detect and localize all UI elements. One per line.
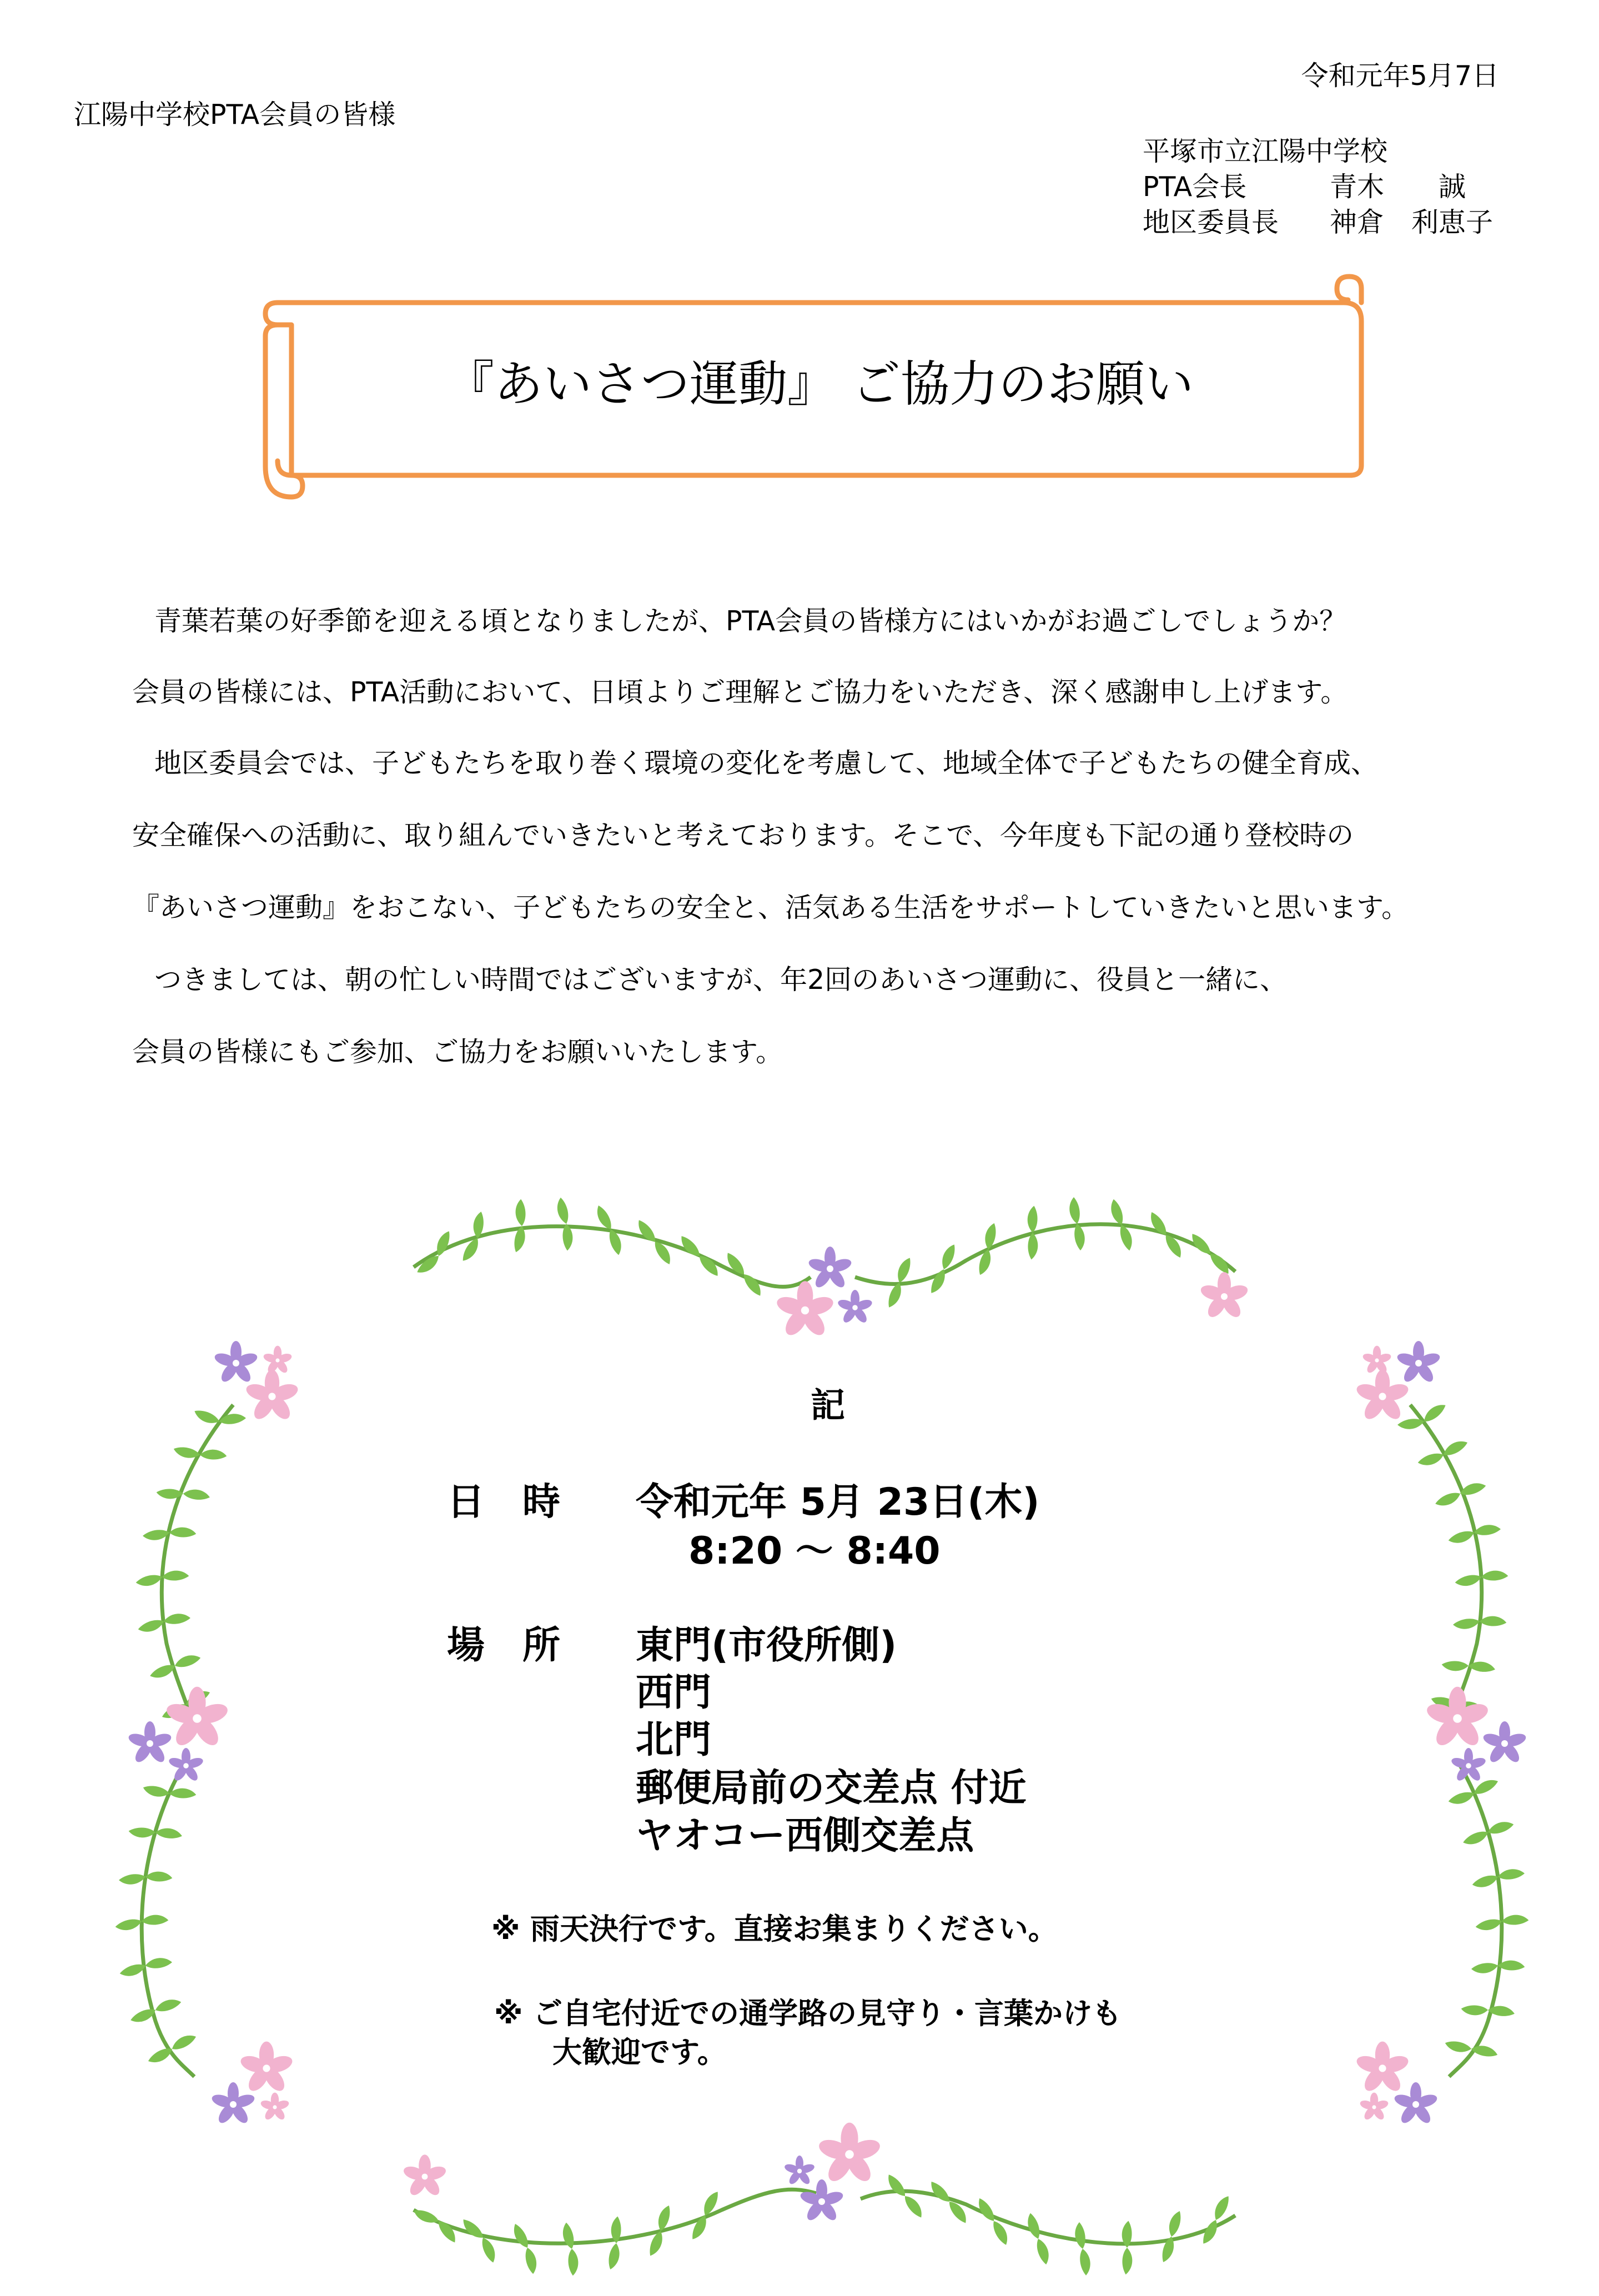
sender-committee-name: 神倉 利恵子 xyxy=(1330,207,1494,238)
note-watch: ※ ご自宅付近での通学路の見守り・言葉かけも xyxy=(494,1997,1122,2031)
body-line-6: つきましては、朝の忙しい時間ではございますが、年2回のあいさつ運動に、役員と一緒に、 xyxy=(154,964,1288,996)
event-time: 8:20 〜 8:40 xyxy=(688,1529,941,1573)
right-vine xyxy=(1355,1341,1529,2126)
sender-pta-role: PTA会長 xyxy=(1143,171,1247,203)
notice-heading: 記 xyxy=(811,1385,846,1425)
body-line-3: 地区委員会では、子どもたちを取り巻く環境の変化を考慮して、地域全体で子どもたちの健全育成、 xyxy=(154,747,1379,779)
body-line-1: 青葉若葉の好季節を迎える頃となりましたが、PTA会員の皆様方にはいかがお過ごしでしょうか？ xyxy=(154,605,1347,637)
place-item: 北門 xyxy=(636,1718,712,1762)
sender-school: 平塚市立江陽中学校 xyxy=(1143,135,1388,167)
body-line-4: 安全確保への活動に、取り組んでいきたいと考えております。そこで、今年度も下記の通り登校時の xyxy=(132,820,1354,851)
note-watch-cont: 大歓迎です。 xyxy=(552,2036,727,2069)
recipient-line: 江陽中学校PTA会員の皆様 xyxy=(74,99,396,130)
place-item: 東門(市役所側) xyxy=(636,1624,897,1667)
place-label: 場 所 xyxy=(447,1624,561,1667)
place-item: ヤオコー西側交差点 xyxy=(636,1814,974,1858)
body-line-5: 『あいさつ運動』をおこない、子どもたちの安全と、活気ある生活をサポートしていきたいと思います。 xyxy=(132,892,1409,923)
document-title: 『あいさつ運動』 ご協力のお願い xyxy=(445,355,1194,413)
body-line-2: 会員の皆様には、PTA活動において、日頃よりご理解とご協力をいただき、深く感謝申し上げます。 xyxy=(132,676,1348,708)
datetime-label: 日 時 xyxy=(447,1480,561,1524)
left-vine xyxy=(115,1341,300,2126)
body-line-7: 会員の皆様にもご参加、ご協力をお願いいたします。 xyxy=(132,1036,783,1068)
document-date: 令和元年5月7日 xyxy=(1301,60,1499,92)
place-item: 西門 xyxy=(636,1671,712,1715)
place-item: 郵便局前の交差点 付近 xyxy=(636,1766,1027,1810)
sender-committee-role: 地区委員長 xyxy=(1143,207,1279,238)
bottom-vine xyxy=(402,2123,1235,2276)
event-date: 令和元年 5月 23日(木) xyxy=(636,1480,1040,1524)
top-vine xyxy=(414,1197,1250,1339)
sender-pta-name: 青木 誠 xyxy=(1330,171,1466,203)
note-rain: ※ 雨天決行です。直接お集まりください。 xyxy=(491,1912,1058,1946)
